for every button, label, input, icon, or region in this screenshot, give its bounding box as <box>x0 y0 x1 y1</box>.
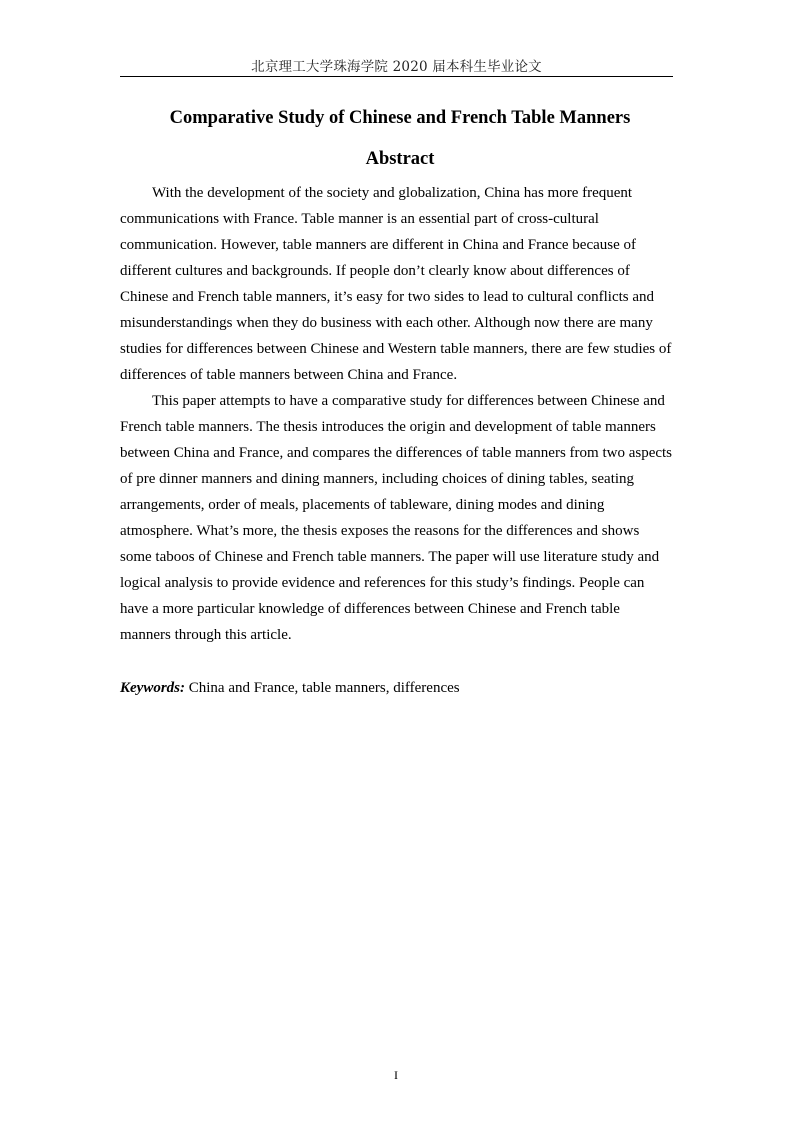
page-number: I <box>394 1068 398 1082</box>
running-header: 北京理工大学珠海学院 2020 届本科生毕业论文 <box>251 59 542 75</box>
keywords-text: China and France, table manners, differences <box>188 680 460 696</box>
abstract-heading: Abstract <box>365 149 435 169</box>
paper-title: Comparative Study of Chinese and French Table Manners <box>169 108 631 128</box>
header-divider <box>120 76 673 77</box>
abstract-paragraph-2: This paper attempts to have a comparative study for differences between Chinese and French table manners. The thesis introduces the origin and development of table manners between China and France, and compares the differences of table manners from two aspects of pre dinner manners and dining manners, including choices of dining tables, seating arrangements, order of meals, placements of tableware, dining modes and dining atmosphere. What’s more, the thesis exposes the reasons for the differences and shows some taboos of Chinese and French table manners. The paper will use literature study and logical analysis to provide evidence and references for this study’s findings. People can have a more particular knowledge of differences between Chinese and French table manners through this article. <box>120 393 673 643</box>
keywords-line <box>120 675 673 701</box>
abstract-paragraph-1: With the development of the society and globalization, China has more frequent communications with France. Table manner is an essential part of cross-cultural communication. However, table manners are different in China and France because of different cultures and backgrounds. If people don’t clearly know about differences of Chinese and French table manners, it’s easy for two sides to lead to cultural conflicts and misunderstandings when they do business with each other. Although now there are many studies for differences between Chinese and Western table manners, there are few studies of differences of table manners between China and France. <box>120 185 672 383</box>
keywords-label: Keywords: <box>120 680 185 696</box>
abstract-body <box>120 180 673 648</box>
